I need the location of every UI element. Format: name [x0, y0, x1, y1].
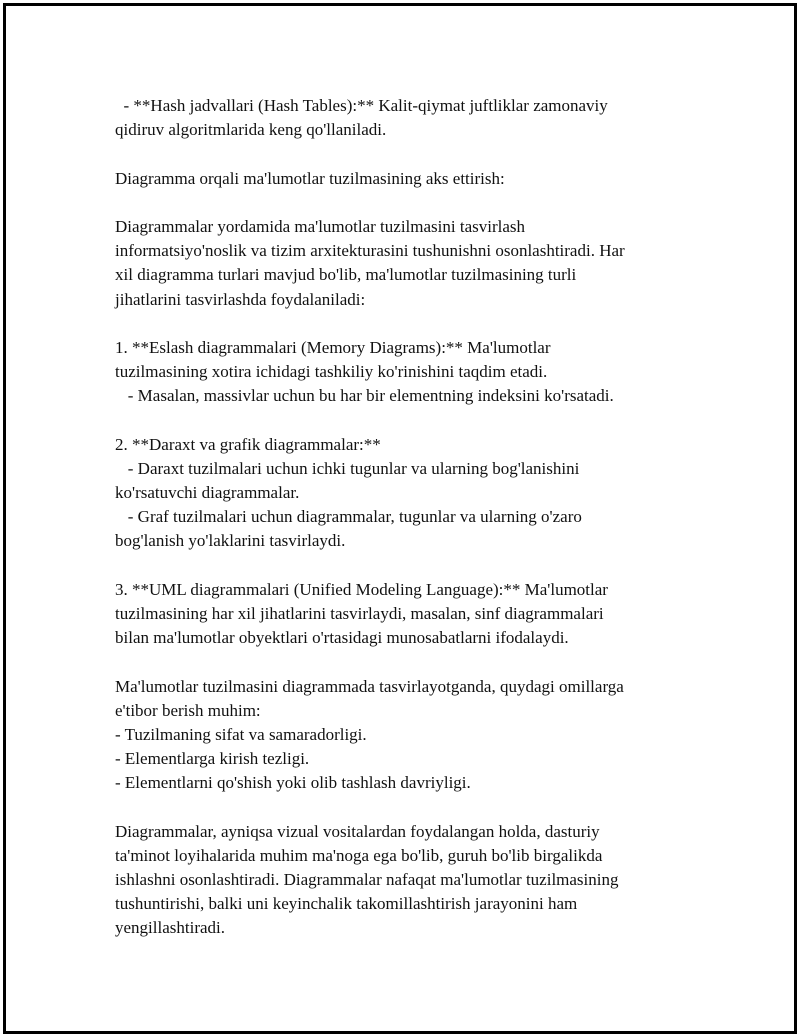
text-line: Ma'lumotlar tuzilmasini diagrammada tasvirlayotganda, quydagi omillarga — [115, 676, 624, 696]
text-line: Diagrammalar, ayniqsa vizual vositalardan foydalangan holda, dasturiy — [115, 821, 600, 841]
blank-line — [115, 554, 685, 578]
text-line: yengillashtiradi. — [115, 918, 226, 938]
document-body — [115, 94, 685, 941]
text-line: ishlashni osonlashtiradi. Diagrammalar nafaqat ma'lumotlar tuzilmasining — [115, 870, 619, 889]
text-line: tuzilmasining har xil jihatlarini tasvirlaydi, masalan, sinf diagrammalari — [115, 603, 604, 623]
text-line: ta'minot loyihalarida muhim ma'noga ega bo'lib, guruh bo'lib birgalikda — [115, 845, 603, 865]
sub-list-item: - Daraxt tuzilmalari uchun ichki tugunlar va ularning bog'lanishini — [115, 458, 580, 478]
text-line: tushuntirishi, balki uni keyinchalik takomillashtirish jarayonini ham — [115, 894, 578, 914]
bullet-item: - Elementlarga kirish tezligi. — [115, 749, 310, 769]
text-line: tuzilmasining xotira ichidagi tashkiliy ko'rinishini taqdim etadi. — [115, 362, 548, 382]
text-line: bilan ma'lumotlar obyektlari o'rtasidagi munosabatlarni ifodalaydi. — [115, 628, 569, 648]
text-line: bog'lanish yo'laklarini tasvirlaydi. — [115, 531, 346, 551]
text-line: ko'rsatuvchi diagrammalar. — [115, 483, 300, 502]
text-line: e'tibor berish muhim: — [115, 700, 261, 720]
text-line: xil diagramma turlari mavjud bo'lib, ma'lumotlar tuzilmasining turli — [115, 265, 577, 285]
bullet-item: - Tuzilmaning sifat va samaradorligi. — [115, 724, 367, 744]
blank-line — [115, 312, 685, 336]
sub-list-item: - Graf tuzilmalari uchun diagrammalar, tugunlar va ularning o'zaro — [115, 507, 582, 527]
text-line: Diagrammalar yordamida ma'lumotlar tuzilmasini tasvirlash — [115, 216, 526, 236]
bullet-item: - Elementlarni qo'shish yoki olib tashlash davriyligi. — [115, 773, 471, 793]
list-item-2: 2. **Daraxt va grafik diagrammalar:** — [115, 434, 381, 454]
blank-line — [115, 650, 685, 674]
text-line: informatsiyo'noslik va tizim arxitekturasini tushunishni osonlashtiradi. Har — [115, 241, 625, 261]
blank-line — [115, 142, 685, 166]
list-item-1: 1. **Eslash diagrammalari (Memory Diagrams):** Ma'lumotlar — [115, 337, 551, 357]
text-line: - **Hash jadvallari (Hash Tables):** Kalit-qiymat juftliklar zamonaviy — [115, 96, 608, 115]
blank-line — [115, 408, 685, 432]
text-line: jihatlarini tasvirlashda foydalaniladi: — [115, 289, 366, 309]
blank-line — [115, 191, 685, 215]
list-item-3: 3. **UML diagrammalari (Unified Modeling Language):** Ma'lumotlar — [115, 579, 608, 599]
blank-line — [115, 795, 685, 819]
section-heading: Diagramma orqali ma'lumotlar tuzilmasining aks ettirish: — [115, 168, 505, 188]
text-line: qidiruv algoritmlarida keng qo'llaniladi. — [115, 120, 387, 140]
sub-list-item: - Masalan, massivlar uchun bu har bir elementning indeksini ko'rsatadi. — [115, 386, 614, 406]
